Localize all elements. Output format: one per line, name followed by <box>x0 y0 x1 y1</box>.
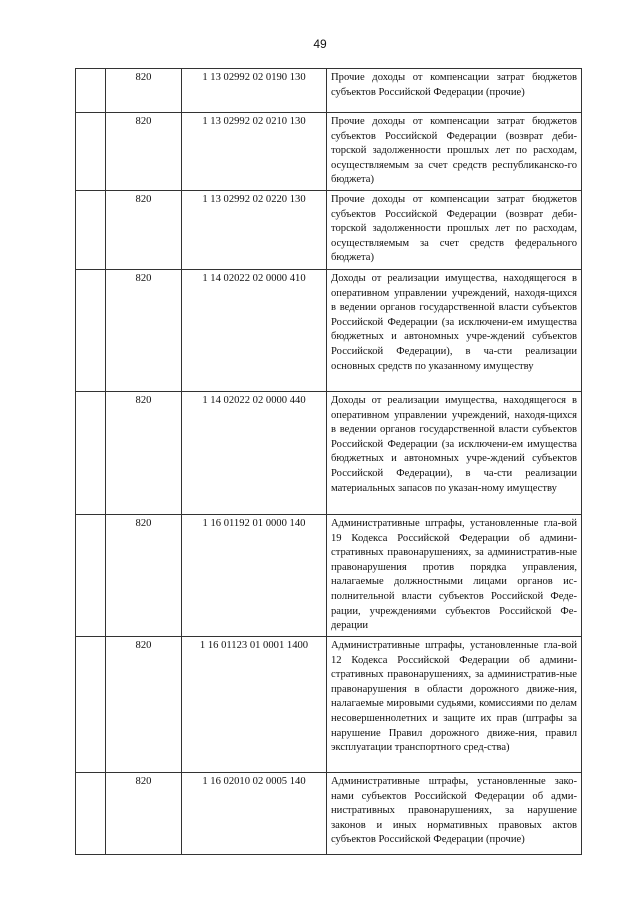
revenue-name-cell: Доходы от реализации имущества, находящегося в оперативном управлении учреждений, находя-щихся в ведении органов государственной власти субъектов Российской Федерации (за исключени-ем имущества бюджетных и автономных учре-ждений субъектов Российской Федерации), в ча-сти реализации материальных запасов по указан-ному имуществу <box>327 391 582 514</box>
revenue-code-cell: 1 13 02992 02 0190 130 <box>182 69 327 113</box>
revenue-name-cell: Прочие доходы от компенсации затрат бюджетов субъектов Российской Федерации (возврат деби-торской задолженности прошлых лет по расходам, осуществляемым за счет средств федерального бюджета) <box>327 190 582 269</box>
revenue-code-cell: 1 16 01123 01 0001 1400 <box>182 636 327 772</box>
blank-cell <box>76 269 106 391</box>
blank-cell <box>76 514 106 636</box>
revenue-code-cell: 1 16 01192 01 0000 140 <box>182 514 327 636</box>
admin-code-cell: 820 <box>106 113 182 191</box>
blank-cell <box>76 69 106 113</box>
revenue-code-cell: 1 16 02010 02 0005 140 <box>182 772 327 854</box>
admin-code-cell: 820 <box>106 391 182 514</box>
blank-cell <box>76 113 106 191</box>
admin-code-cell: 820 <box>106 69 182 113</box>
blank-cell <box>76 190 106 269</box>
table-row <box>76 772 582 854</box>
revenue-codes-table <box>75 68 582 855</box>
revenue-code-cell: 1 14 02022 02 0000 410 <box>182 269 327 391</box>
revenue-name-cell: Административные штрафы, установленные гла-вой 12 Кодекса Российской Федерации об админи-стративных правонарушениях, за административ-ные правонарушения в области дорожного движе-ния, налагаемые мировыми судьями, комиссиями по делам несовершеннолетних и защите их прав (штрафы за нарушение Правил дорожного движе-ния, правил эксплуатации транспортного сред-ства) <box>327 636 582 772</box>
table-row <box>76 69 582 113</box>
blank-cell <box>76 772 106 854</box>
admin-code-cell: 820 <box>106 190 182 269</box>
table-row <box>76 391 582 514</box>
admin-code-cell: 820 <box>106 269 182 391</box>
admin-code-cell: 820 <box>106 514 182 636</box>
revenue-name-cell: Административные штрафы, установленные гла-вой 19 Кодекса Российской Федерации об админи-стративных правонарушениях, за административ-ные правонарушения против порядка управления, налагаемые должностными лицами органов ис-полнительной власти субъектов Российской Феде-рации, учреждениями субъектов Российской Фе-дерации <box>327 514 582 636</box>
blank-cell <box>76 391 106 514</box>
page-number: 49 <box>313 37 327 51</box>
table-row <box>76 269 582 391</box>
revenue-name-cell: Административные штрафы, установленные зако-нами субъектов Российской Федерации об адми-нистративных правонарушениях, за нарушение законов и иных нормативных правовых актов субъектов Российской Федерации (прочие) <box>327 772 582 854</box>
table-row <box>76 636 582 772</box>
table-row <box>76 514 582 636</box>
revenue-code-cell: 1 13 02992 02 0220 130 <box>182 190 327 269</box>
admin-code-cell: 820 <box>106 636 182 772</box>
table-row <box>76 190 582 269</box>
revenue-name-cell: Прочие доходы от компенсации затрат бюджетов субъектов Российской Федерации (возврат деби-торской задолженности прошлых лет по расходам, осуществляемым за счет средств республиканско-го бюджета) <box>327 113 582 191</box>
revenue-code-cell: 1 13 02992 02 0210 130 <box>182 113 327 191</box>
revenue-name-cell: Доходы от реализации имущества, находящегося в оперативном управлении учреждений, находя-щихся в ведении органов государственной власти субъектов Российской Федерации (за исключени-ем имущества бюджетных и автономных учре-ждений субъектов Российской Федерации), в ча-сти реализации основных средств по указанному имуществу <box>327 269 582 391</box>
table-body <box>76 69 582 855</box>
table-row <box>76 113 582 191</box>
admin-code-cell: 820 <box>106 772 182 854</box>
revenue-code-cell: 1 14 02022 02 0000 440 <box>182 391 327 514</box>
blank-cell <box>76 636 106 772</box>
revenue-name-cell: Прочие доходы от компенсации затрат бюджетов субъектов Российской Федерации (прочие) <box>327 69 582 113</box>
